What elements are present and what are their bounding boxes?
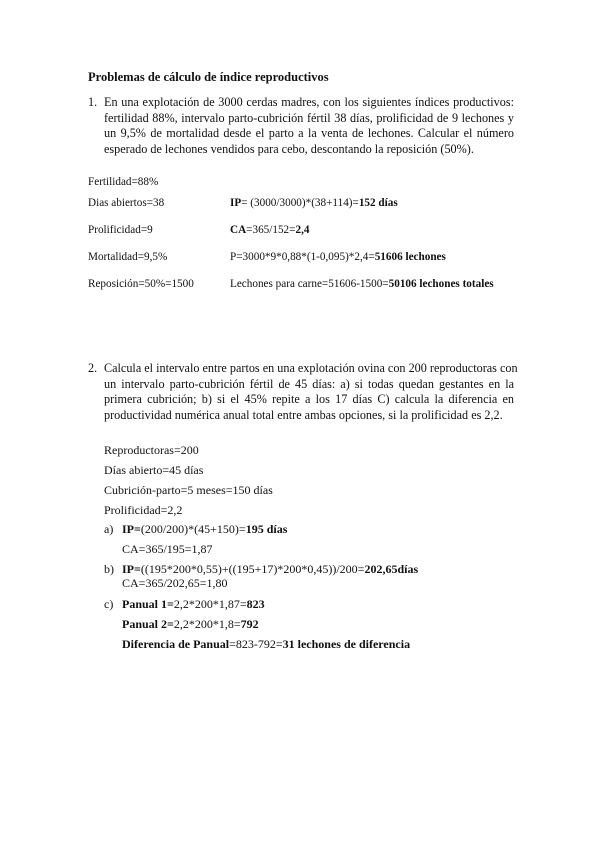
problem-1-line: un 9,5% de mortalidad desde el parto a la venta de lechones. Calcular el número [104,126,514,140]
fertilidad-data: Fertilidad=88% [88,176,159,188]
problem-1-number: 1. [88,95,98,109]
problem-1-line: esperado de lechones vendidos para cebo, descontando la reposición (50%). [104,141,474,156]
p-expression: P=3000*9*0,88*(1-0,095)*2,4= [230,251,375,263]
ca-expression: =365/152= [246,224,296,236]
problem-2-line: Calcula el intervalo entre partos en una explotación ovina con 200 reproductoras con [104,361,518,375]
problem-1-statement [104,95,514,157]
ca-label: CA [230,224,247,236]
dias-abiertos-data: Dias abiertos=38 [88,197,165,209]
prolificidad-2-data: Prolificidad=2,2 [104,503,183,517]
problem-2-line: un intervalo parto-cubrición fértil de 45 días: a) si todas quedan gestantes en la [104,376,514,391]
option-a-ip-label: IP= [122,522,141,536]
carne-result [230,278,494,290]
problem-1-line: fertilidad 88%, intervalo parto-cubrición fértil 38 días, prolificidad de 9 lechones y [104,110,514,125]
option-a-ip [122,522,287,537]
panual-2-value: 792 [240,617,259,631]
difference-expression: =823-792= [229,637,283,651]
problem-2-line: primera cubrición; b) si el 45% repite a los 17 días C) calcula la diferencia en [104,392,514,406]
ca-result [230,224,309,236]
option-b-ip-expression: ((195*200*0,55)+((195+17)*200*0,45))/200= [140,562,365,576]
mortalidad-data: Mortalidad=9,5% [88,251,168,263]
problem-2-number: 2. [88,361,98,375]
option-a-ip-value: 195 días [245,522,288,536]
option-c-marker: c) [104,597,114,611]
panual-1-value: 823 [246,597,265,611]
ca-value: 2,4 [295,224,310,236]
ip-result [230,197,398,209]
panual-2-expression: 2,2*200*1,8= [173,617,241,631]
carne-value: 50106 lechones totales [388,278,494,290]
panual-1 [122,597,265,612]
page-title: Problemas de cálculo de índice reproductivos [88,70,329,84]
difference-value: 31 lechones de diferencia [282,637,411,651]
option-b-marker: b) [104,562,114,576]
option-b-ip [122,562,418,577]
problem-1-line: En una explotación de 3000 cerdas madres, con los siguientes índices productivos: [104,95,514,109]
ip-label: IP [230,197,242,209]
option-a-ca: CA=365/195=1,87 [122,542,213,556]
carne-expression: Lechones para carne=51606-1500= [230,278,389,290]
cubricion-parto-data: Cubrición-parto=5 meses=150 días [104,483,273,497]
p-result [230,251,446,263]
panual-difference [122,637,410,652]
p-value: 51606 lechones [374,251,446,263]
option-b-ip-value: 202,65días [364,562,419,576]
prolificidad-data: Prolificidad=9 [88,224,153,236]
panual-1-expression: 2,2*200*1,87= [173,597,247,611]
option-a-marker: a) [104,522,114,536]
option-a-ip-expression: (200/200)*(45+150)= [140,522,246,536]
ip-value: 152 días [358,197,398,209]
panual-2 [122,617,259,632]
dias-abierto-data: Días abierto=45 días [104,463,204,477]
reproductoras-data: Reproductoras=200 [104,443,199,457]
option-b-ca: CA=365/202,65=1,80 [122,576,228,590]
problem-2-line: productividad numérica anual total entre ambas opciones, si la prolificidad es 2,2. [104,407,503,422]
difference-label: Diferencia de Panual [122,637,230,651]
reposicion-data: Reposición=50%=1500 [88,278,194,290]
problem-2-statement [104,361,518,423]
ip-expression: = (3000/3000)*(38+114)= [241,197,359,209]
panual-2-label: Panual 2= [122,617,174,631]
option-b-ip-label: IP= [122,562,141,576]
panual-1-label: Panual 1= [122,597,174,611]
